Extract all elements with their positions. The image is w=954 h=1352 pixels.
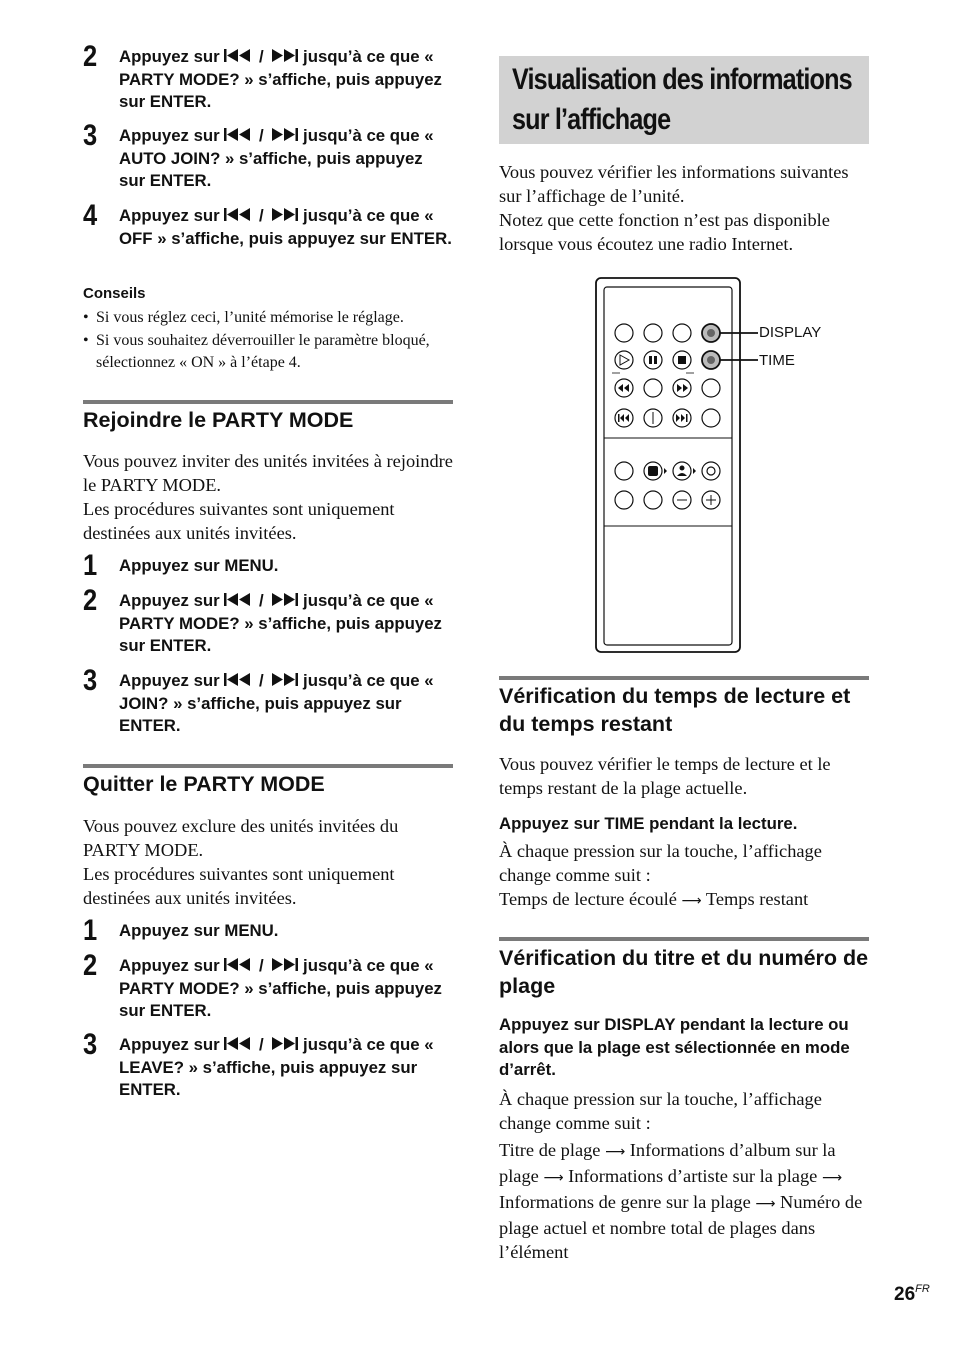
skip-next-icon <box>268 593 298 606</box>
title-section-instruction: Appuyez sur DISPLAY pendant la lecture ou alors que la plage est sélectionnée en mode d’arrêt. <box>499 1015 850 1079</box>
skip-previous-icon <box>224 128 254 141</box>
leave-intro: Vous pouvez exclure des unités invitées du PARTY MODE. <box>83 816 399 860</box>
step-number: 1 <box>83 914 97 947</box>
section-rule <box>499 676 869 680</box>
arrow-icon: ⟶ <box>681 893 702 909</box>
skip-next-icon <box>268 49 298 62</box>
skip-next-icon <box>268 673 298 686</box>
step-text: Appuyez sur / jusqu’à ce que « OFF » s’affiche, puis appuyez sur ENTER. <box>119 206 452 248</box>
step-number: 2 <box>83 584 97 617</box>
skip-previous-icon <box>224 958 254 971</box>
skip-next-icon <box>268 958 298 971</box>
page-number: $26^{FR}$ <box>894 1283 930 1305</box>
join-intro: Vous pouvez inviter des unités invitées à rejoindre le PARTY MODE. <box>83 451 453 495</box>
time-section-desc: À chaque pression sur la touche, l’affichage change comme suit : <box>499 841 822 885</box>
step-number: 3 <box>83 664 97 697</box>
step-number: 1 <box>83 549 97 582</box>
chapter-title: Visualisation des informations sur l’affichage <box>512 63 852 136</box>
step-text: Appuyez sur / jusqu’à ce que « AUTO JOIN? » s’affiche, puis appuyez sur ENTER. <box>119 126 434 190</box>
step-text: Appuyez sur / jusqu’à ce que « PARTY MODE? » s’affiche, puis appuyez sur ENTER. <box>119 47 442 111</box>
language-code: FR <box>915 1283 930 1295</box>
step-number: 2 <box>83 949 97 982</box>
step-number: 3 <box>83 119 97 152</box>
section-rule <box>83 400 453 404</box>
display-intro-2: Notez que cette fonction n’est pas disponible lorsque vous écoutez une radio Internet. <box>499 210 830 254</box>
tips-title: Conseils <box>83 285 146 302</box>
time-section-sequence: Temps de lecture écoulé ⟶ Temps restant <box>499 889 809 909</box>
skip-previous-icon <box>224 208 254 221</box>
arrow-icon: ⟶ <box>755 1196 776 1212</box>
time-section-intro: Vous pouvez vérifier le temps de lecture et le temps restant de la plage actuelle. <box>499 754 831 798</box>
arrow-icon: ⟶ <box>821 1170 843 1186</box>
time-section-heading: Vérification du temps de lecture et du temps restant <box>499 684 851 736</box>
skip-previous-icon <box>224 593 254 606</box>
skip-previous-icon <box>224 1037 254 1050</box>
time-label: TIME <box>759 352 795 369</box>
section-rule <box>83 764 453 768</box>
step-number: 3 <box>83 1028 97 1061</box>
leave-intro-2: Les procédures suivantes sont uniquement destinées aux unités invitées. <box>83 864 395 908</box>
skip-next-icon <box>268 208 298 221</box>
step-text: Appuyez sur / jusqu’à ce que « JOIN? » s’affiche, puis appuyez sur ENTER. <box>119 671 434 735</box>
step-text: Appuyez sur MENU. <box>119 556 279 575</box>
tip-item: • Si vous réglez ceci, l’unité mémorise le réglage. <box>83 307 453 329</box>
step-text: Appuyez sur / jusqu’à ce que « PARTY MODE? » s’affiche, puis appuyez sur ENTER. <box>119 956 442 1020</box>
display-label: DISPLAY <box>759 324 822 341</box>
title-section-heading: Vérification du titre et du numéro de plage <box>499 946 869 998</box>
time-section-instruction: Appuyez sur TIME pendant la lecture. <box>499 814 798 833</box>
title-section-desc: À chaque pression sur la touche, l’affichage change comme suit : <box>499 1089 822 1133</box>
tip-item: • Si vous souhaitez déverrouiller le paramètre bloqué, sélectionnez « ON » à l’étape 4. <box>83 330 453 374</box>
step-number: 2 <box>83 40 97 73</box>
skip-next-icon <box>268 128 298 141</box>
chapter-title-box <box>499 56 869 144</box>
skip-next-icon <box>268 1037 298 1050</box>
arrow-icon: ⟶ <box>543 1170 564 1186</box>
leave-heading: Quitter le PARTY MODE <box>83 772 325 796</box>
step-text: Appuyez sur MENU. <box>119 921 279 940</box>
arrow-icon: ⟶ <box>605 1144 626 1160</box>
skip-previous-icon <box>224 49 254 62</box>
step-text: Appuyez sur / jusqu’à ce que « PARTY MODE? » s’affiche, puis appuyez sur ENTER. <box>119 591 442 655</box>
join-heading: Rejoindre le PARTY MODE <box>83 408 354 432</box>
skip-previous-icon <box>224 673 254 686</box>
section-rule <box>499 937 869 941</box>
join-intro-2: Les procédures suivantes sont uniquement destinées aux unités invitées. <box>83 499 395 543</box>
step-number: 4 <box>83 199 97 232</box>
display-intro: Vous pouvez vérifier les informations suivantes sur l’affichage de l’unité. <box>499 162 849 206</box>
remote-control-illustration <box>590 275 840 660</box>
title-section-sequence: Titre de plage ⟶ Informations d’album sur la plage ⟶ Informations d’artiste sur la plage ⟶ Informations de genre sur la plage ⟶ Numéro de plage actuel et nombre total de plages dans l’élément <box>499 1140 863 1262</box>
step-text: Appuyez sur / jusqu’à ce que « LEAVE? » s’affiche, puis appuyez sur ENTER. <box>119 1035 434 1099</box>
